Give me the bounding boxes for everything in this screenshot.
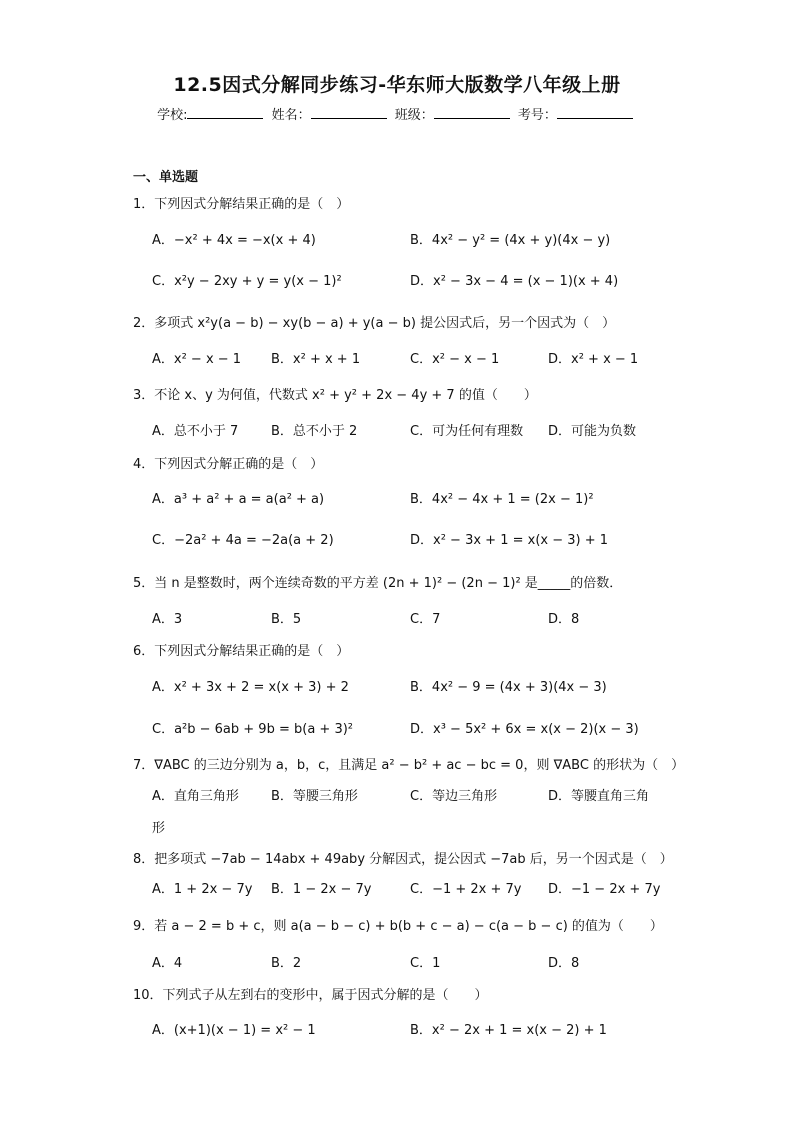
q10-option-a: A．(x+1)(x − 1) = x² − 1: [152, 1023, 316, 1038]
question-1: 1．下列因式分解结果正确的是（ ）: [133, 197, 350, 212]
section-heading: 一、单选题: [133, 170, 199, 185]
q4-option-c: C．−2a² + 4a = −2a(a + 2): [152, 533, 334, 548]
q7-option-c: C．等边三角形: [410, 789, 498, 804]
q9-option-a: A．4: [152, 956, 183, 971]
q7-option-d: D．等腰直角三角: [548, 789, 650, 804]
q5-option-b: B．5: [271, 612, 302, 627]
q6-option-d: D．x³ − 5x² + 6x = x(x − 2)(x − 3): [410, 722, 639, 737]
q2-option-a: A．x² − x − 1: [152, 352, 242, 367]
q9-option-b: B．2: [271, 956, 302, 971]
class-label: 班级：: [394, 108, 434, 123]
q10-option-b: B．x² − 2x + 1 = x(x − 2) + 1: [410, 1023, 607, 1038]
question-3: 3．不论 x、y 为何值，代数式 x² + y² + 2x − 4y + 7 的值（ ）: [133, 388, 537, 403]
document-title: 12.5因式分解同步练习-华东师大版数学八年级上册: [173, 74, 621, 96]
q4-option-a: A．a³ + a² + a = a(a² + a): [152, 492, 325, 507]
q5-option-c: C．7: [410, 612, 441, 627]
q3-option-b: B．总不小于 2: [271, 424, 358, 439]
q8-option-a: A．1 + 2x − 7y: [152, 882, 253, 897]
question-5: 5．当 n 是整数时，两个连续奇数的平方差 (2n + 1)² − (2n − 1)² 是_____的倍数．: [133, 576, 623, 591]
q2-option-c: C．x² − x − 1: [410, 352, 500, 367]
q5-option-a: A．3: [152, 612, 183, 627]
q9-option-d: D．8: [548, 956, 580, 971]
q9-option-c: C．1: [410, 956, 441, 971]
q6-option-c: C．a²b − 6ab + 9b = b(a + 3)²: [152, 722, 353, 737]
q3-option-a: A．总不小于 7: [152, 424, 239, 439]
student-info-line: [0, 104, 794, 123]
q2-option-d: D．x² + x − 1: [548, 352, 639, 367]
question-10: 10．下列式子从左到右的变形中，属于因式分解的是（ ）: [133, 988, 488, 1003]
q8-option-b: B．1 − 2x − 7y: [271, 882, 372, 897]
q1-option-c: C．x²y − 2xy + y = y(x − 1)²: [152, 274, 342, 289]
q4-option-b: B．4x² − 4x + 1 = (2x − 1)²: [410, 492, 594, 507]
q7-option-d-continuation: 形: [152, 821, 166, 836]
q6-option-a: A．x² + 3x + 2 = x(x + 3) + 2: [152, 680, 349, 695]
exam-number-label: 考号：: [517, 108, 557, 123]
school-blank[interactable]: [187, 106, 263, 119]
question-4: 4．下列因式分解正确的是（ ）: [133, 457, 324, 472]
q8-option-d: D．−1 − 2x + 7y: [548, 882, 661, 897]
q1-option-d: D．x² − 3x − 4 = (x − 1)(x + 4): [410, 274, 619, 289]
q7-option-b: B．等腰三角形: [271, 789, 358, 804]
question-8: 8．把多项式 −7ab − 14abx + 49aby 分解因式，提公因式 −7ab 后，另一个因式是（ ）: [133, 852, 673, 867]
school-label: 学校:: [157, 108, 188, 123]
q1-option-a: A．−x² + 4x = −x(x + 4): [152, 233, 316, 248]
name-blank[interactable]: [311, 106, 387, 119]
question-2: 2．多项式 x²y(a − b) − xy(b − a) + y(a − b) 提公因式后，另一个因式为（ ）: [133, 316, 616, 331]
class-blank[interactable]: [434, 106, 510, 119]
q5-option-d: D．8: [548, 612, 580, 627]
question-9: 9．若 a − 2 = b + c，则 a(a − b − c) + b(b + c − a) − c(a − b − c) 的值为（ ）: [133, 919, 663, 934]
question-7: 7．∇ABC 的三边分别为 a，b，c，且满足 a² − b² + ac − bc = 0，则 ∇ABC 的形状为（ ）: [133, 758, 685, 773]
q2-option-b: B．x² + x + 1: [271, 352, 361, 367]
q3-option-d: D．可能为负数: [548, 424, 637, 439]
q3-option-c: C．可为任何有理数: [410, 424, 524, 439]
question-6: 6．下列因式分解结果正确的是（ ）: [133, 644, 350, 659]
q7-option-a: A．直角三角形: [152, 789, 239, 804]
name-label: 姓名：: [271, 108, 311, 123]
q8-option-c: C．−1 + 2x + 7y: [410, 882, 522, 897]
q6-option-b: B．4x² − 9 = (4x + 3)(4x − 3): [410, 680, 607, 695]
exam-number-blank[interactable]: [557, 106, 633, 119]
q4-option-d: D．x² − 3x + 1 = x(x − 3) + 1: [410, 533, 609, 548]
q1-option-b: B．4x² − y² = (4x + y)(4x − y): [410, 233, 611, 248]
